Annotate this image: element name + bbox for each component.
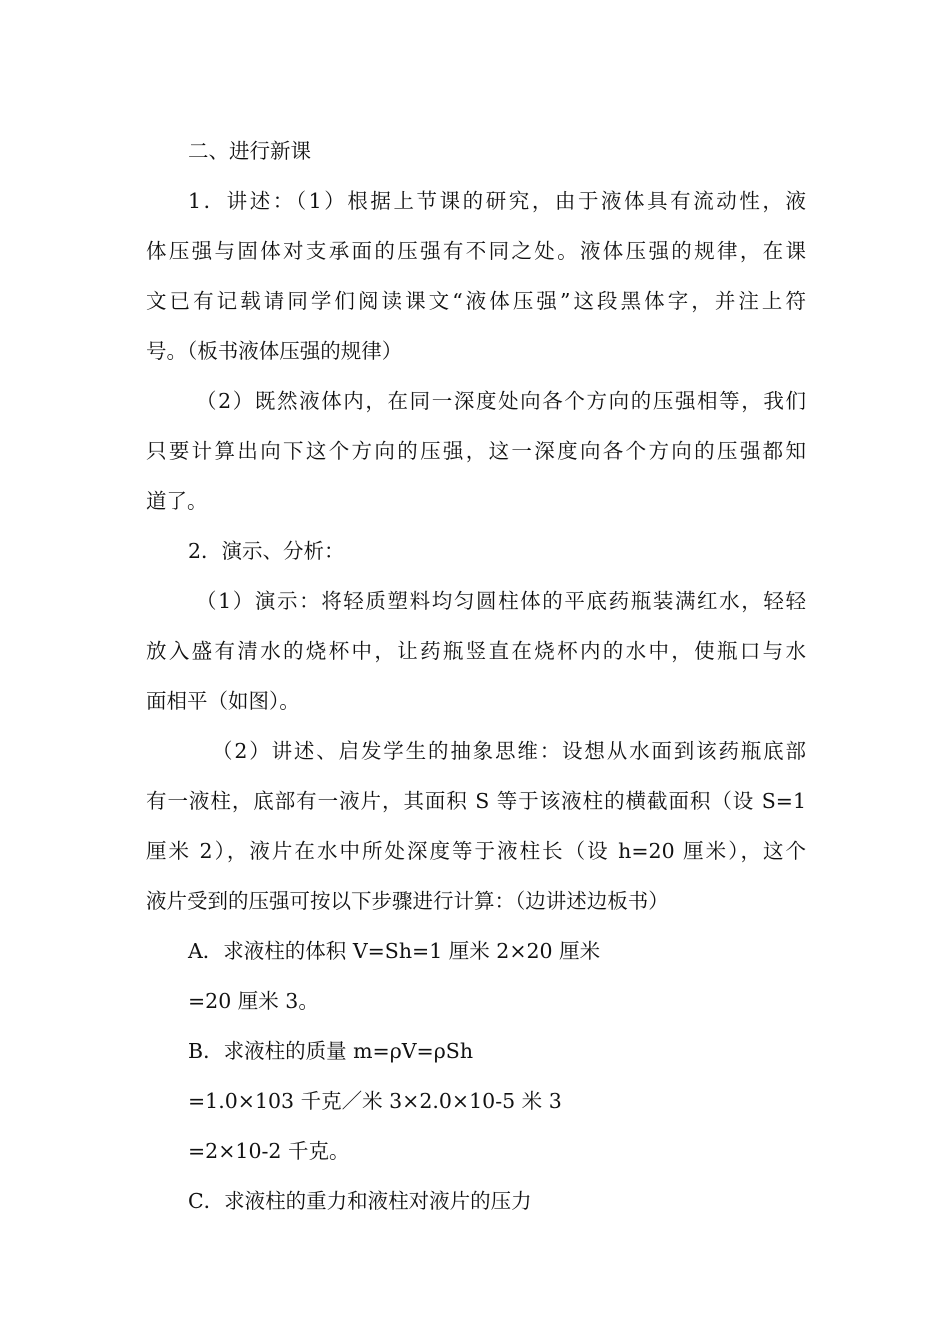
paragraph-line: 文已有记载请同学们阅读课文“液体压强”这段黑体字，并注上符: [146, 289, 806, 313]
formula-line: A．求液柱的体积 V=Sh=1 厘米 2×20 厘米: [188, 939, 601, 963]
paragraph-line: （2）既然液体内，在同一深度处向各个方向的压强相等，我们: [196, 389, 806, 413]
paragraph-line: 放入盛有清水的烧杯中，让药瓶竖直在烧杯内的水中，使瓶口与水: [146, 639, 806, 663]
paragraph-line: 号。（板书液体压强的规律）: [146, 339, 403, 363]
paragraph-line: 1．讲述：（1）根据上节课的研究，由于液体具有流动性，液: [188, 189, 806, 213]
paragraph-line: 2．演示、分析：: [188, 539, 345, 563]
formula-line: =20 厘米 3。: [188, 989, 319, 1013]
paragraph-line: 道了。: [146, 489, 208, 513]
formula-line: =1.0×103 千克／米 3×2.0×10-5 米 3: [188, 1089, 562, 1113]
section-heading: 二、进行新课: [188, 139, 311, 163]
paragraph-line: 有一液柱，底部有一液片，其面积 S 等于该液柱的横截面积（设 S=1: [146, 789, 806, 813]
paragraph-line: 只要计算出向下这个方向的压强，这一深度向各个方向的压强都知: [146, 439, 806, 463]
formula-line: B．求液柱的质量 m=ρV=ρSh: [188, 1039, 474, 1063]
paragraph-line: （1）演示：将轻质塑料均匀圆柱体的平底药瓶装满红水，轻轻: [196, 589, 806, 613]
paragraph-line: 厘米 2），液片在水中所处深度等于液柱长（设 h=20 厘米），这个: [146, 839, 806, 863]
paragraph-line: （2）讲述、启发学生的抽象思维：设想从水面到该药瓶底部: [212, 739, 806, 763]
formula-line: C．求液柱的重力和液柱对液片的压力: [188, 1189, 532, 1213]
paragraph-line: 体压强与固体对支承面的压强有不同之处。液体压强的规律，在课: [146, 239, 806, 263]
paragraph-line: 液片受到的压强可按以下步骤进行计算：（边讲述边板书）: [146, 889, 669, 913]
paragraph-line: 面相平（如图）。: [146, 689, 300, 713]
formula-line: =2×10-2 千克。: [188, 1139, 350, 1163]
